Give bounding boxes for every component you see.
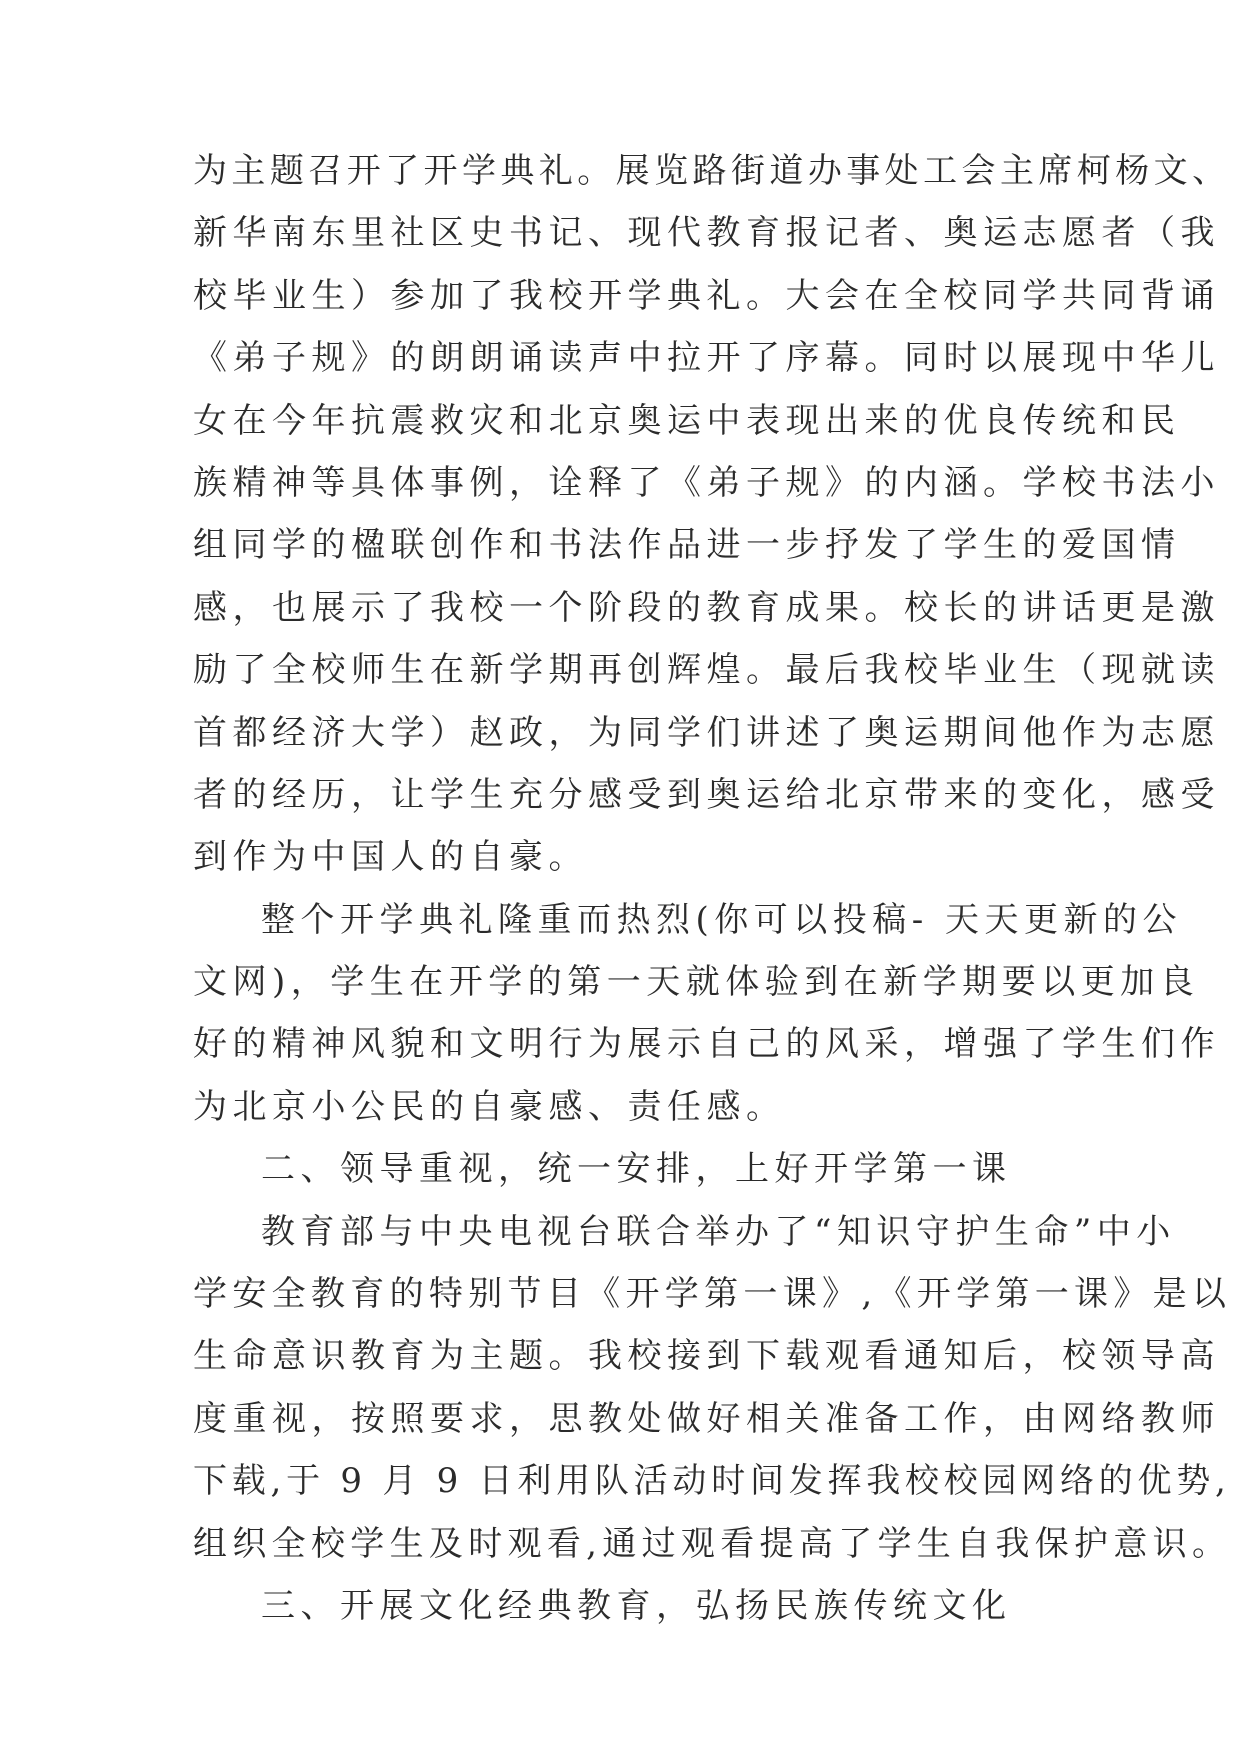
- text-line: 女在今年抗震救灾和北京奥运中表现出来的优良传统和民: [193, 400, 1181, 441]
- text-line: 好的精神风貌和文明行为展示自己的风采，增强了学生们作: [193, 1024, 1220, 1065]
- text-line: 到作为中国人的自豪。: [193, 837, 588, 878]
- text-line: 整个开学典礼隆重而热烈(你可以投稿- 天天更新的公: [261, 899, 1183, 940]
- text-line: 组同学的楹联创作和书法作品进一步抒发了学生的爱国情: [193, 525, 1181, 566]
- body-text: [193, 140, 1232, 1637]
- text-line: 教育部与中央电视台联合举办了“知识守护生命”中小: [261, 1211, 1176, 1252]
- text-line: 励了全校师生在新学期再创辉煌。最后我校毕业生（现就读: [193, 650, 1220, 691]
- text-line: 者的经历，让学生充分感受到奥运给北京带来的变化，感受: [193, 774, 1220, 815]
- text-line: 校毕业生）参加了我校开学典礼。大会在全校同学共同背诵: [193, 275, 1220, 316]
- text-line: 首都经济大学）赵政，为同学们讲述了奥运期间他作为志愿: [193, 712, 1220, 753]
- text-line: 生命意识教育为主题。我校接到下载观看通知后，校领导高: [193, 1336, 1220, 1377]
- text-line: 为主题召开了开学典礼。展览路街道办事处工会主席柯杨文、: [193, 151, 1231, 191]
- text-line: 二、领导重视，统一安排，上好开学第一课: [261, 1149, 1012, 1190]
- text-line: 三、开展文化经典教育，弘扬民族传统文化: [261, 1585, 1012, 1626]
- text-line: 组织全校学生及时观看,通过观看提高了学生自我保护意识。: [193, 1523, 1232, 1564]
- text-line: 下载,于 9 月 9 日利用队活动时间发挥我校校园网络的优势,: [193, 1461, 1231, 1502]
- text-line: 度重视，按照要求，思教处做好相关准备工作，由网络教师: [193, 1398, 1220, 1439]
- text-line: 文网)，学生在开学的第一天就体验到在新学期要以更加良: [193, 962, 1200, 1003]
- text-line: 族精神等具体事例，诠释了《弟子规》的内涵。学校书法小: [193, 462, 1220, 503]
- text-line: 《弟子规》的朗朗诵读声中拉开了序幕。同时以展现中华儿: [193, 338, 1220, 379]
- text-line: 新华南东里社区史书记、现代教育报记者、奥运志愿者（我: [193, 213, 1220, 254]
- text-line: 感，也展示了我校一个阶段的教育成果。校长的讲话更是激: [193, 587, 1220, 628]
- text-line: 学安全教育的特别节目《开学第一课》,《开学第一课》是以: [193, 1274, 1232, 1315]
- text-line: 为北京小公民的自豪感、责任感。: [193, 1086, 786, 1127]
